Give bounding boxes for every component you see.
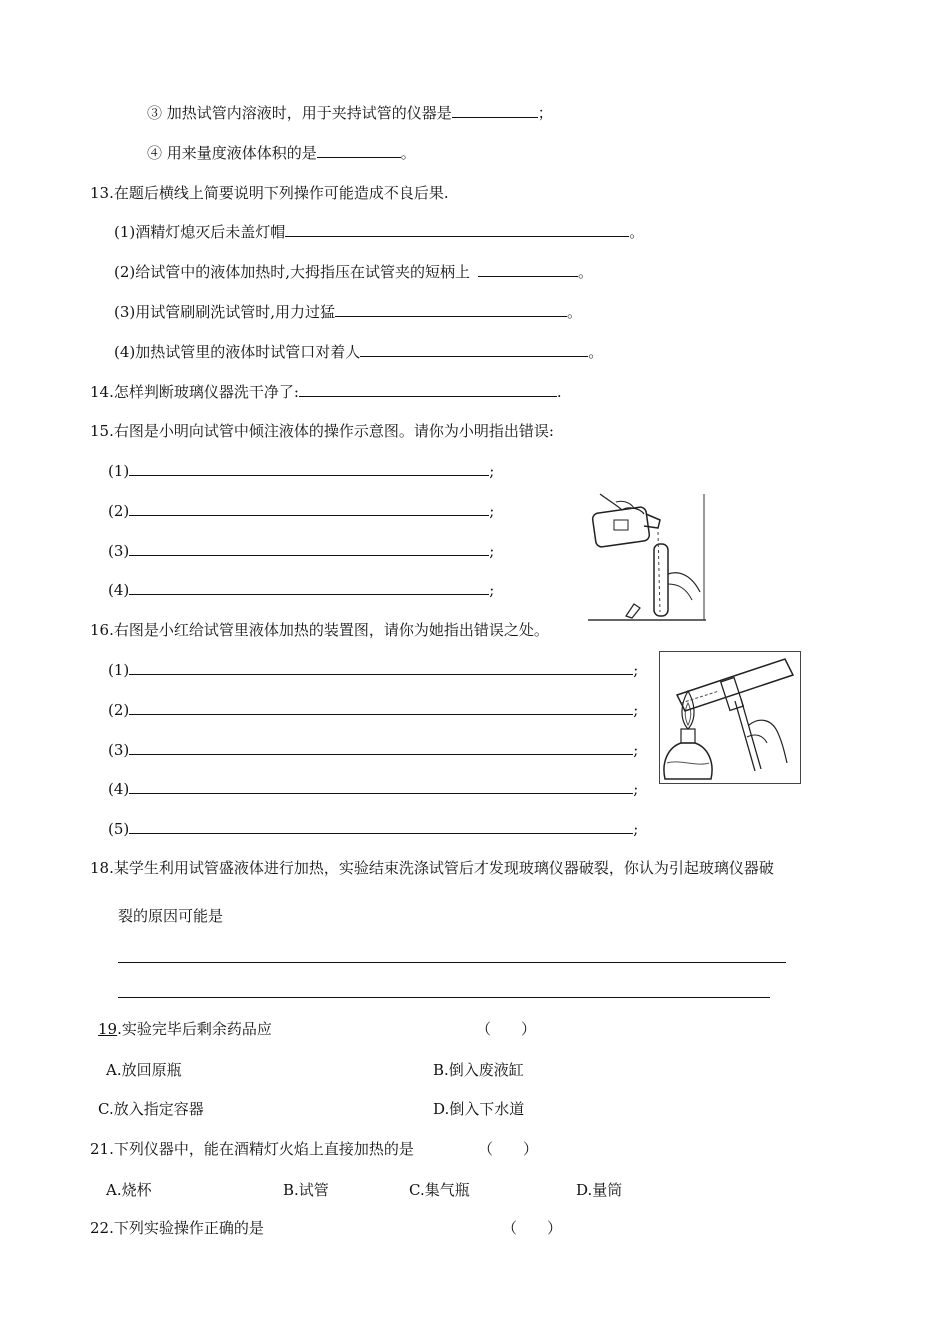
q19-stem: 19.实验完毕后剩余药品应 [98, 1020, 272, 1038]
answer-blank[interactable] [129, 580, 489, 595]
q15-item-3: (3) ; [108, 542, 495, 560]
q21-option-a[interactable]: A.烧杯 [106, 1181, 152, 1199]
answer-blank[interactable] [285, 222, 629, 237]
answer-blank[interactable] [129, 660, 633, 675]
q21-option-c[interactable]: C.集气瓶 [409, 1181, 470, 1199]
q13-stem: 13.在题后横线上简要说明下列操作可能造成不良后果. [90, 184, 449, 202]
q16-item-3: (3) ; [108, 741, 639, 759]
q16-item-5: (5) ; [108, 820, 639, 838]
q19-number: 19 [98, 1020, 118, 1038]
answer-blank[interactable] [129, 740, 633, 755]
q18-line2: 裂的原因可能是 [118, 907, 224, 925]
q21-stem: 21.下列仪器中，能在酒精灯火焰上直接加热的是 [90, 1140, 414, 1158]
answer-blank[interactable] [129, 461, 489, 476]
q19-answer-paren[interactable]: （ ） [476, 1020, 537, 1038]
answer-blank[interactable] [317, 143, 401, 158]
q22-answer-paren[interactable]: （ ） [502, 1219, 563, 1237]
q15-stem: 15.右图是小明向试管中倾注液体的操作示意图。请你为小明指出错误: [90, 422, 554, 440]
answer-blank[interactable] [129, 501, 489, 516]
q19-option-d[interactable]: D.倒入下水道 [433, 1100, 525, 1118]
q19-option-c[interactable]: C.放入指定容器 [98, 1100, 204, 1118]
q21-option-d[interactable]: D.量筒 [576, 1181, 623, 1199]
q13-item-1: (1)酒精灯熄灭后未盖灯帽 。 [114, 223, 645, 241]
q16-item-2: (2) ; [108, 701, 639, 719]
q21-answer-paren[interactable]: （ ） [478, 1140, 539, 1158]
q12-item4: ④ 用来量度液体体积的是 。 [147, 144, 416, 162]
q16-item-1: (1) ; [108, 661, 639, 679]
q18-line1: 18.某学生利用试管盛液体进行加热，实验结束洗涤试管后才发现玻璃仪器破裂，你认为引起玻璃仪器破 [90, 859, 774, 877]
q14: 14.怎样判断玻璃仪器洗干净了: . [90, 383, 562, 401]
answer-line[interactable] [118, 997, 770, 998]
q21-option-b[interactable]: B.试管 [283, 1181, 329, 1199]
answer-blank[interactable] [129, 819, 633, 834]
q15-item-4: (4) ; [108, 581, 495, 599]
answer-blank[interactable] [129, 779, 633, 794]
q12-item3-text: ③ 加热试管内溶液时，用于夹持试管的仪器是 [147, 104, 452, 122]
q12-item4-text: ④ 用来量度液体体积的是 [147, 144, 317, 162]
answer-blank[interactable] [360, 342, 588, 357]
q22-stem: 22.下列实验操作正确的是 [90, 1219, 264, 1237]
q19-option-a[interactable]: A.放回原瓶 [106, 1061, 182, 1079]
answer-blank[interactable] [335, 302, 567, 317]
answer-blank[interactable] [299, 382, 557, 397]
q13-item-3: (3)用试管刷刷洗试管时,用力过猛 。 [114, 303, 583, 321]
answer-blank[interactable] [129, 700, 633, 715]
q13-item-4: (4)加热试管里的液体时试管口对着人 。 [114, 343, 604, 361]
q19-option-b[interactable]: B.倒入废液缸 [433, 1061, 524, 1079]
q16-stem: 16.右图是小红给试管里液体加热的装置图，请你为她指出错误之处。 [90, 621, 549, 639]
q15-item-1: (1) ; [108, 462, 495, 480]
q13-item-2: (2)给试管中的液体加热时,大拇指压在试管夹的短柄上 。 [114, 263, 594, 281]
heating-test-tube-figure [659, 651, 801, 785]
q16-item-4: (4) ; [108, 780, 639, 798]
answer-blank[interactable] [129, 541, 489, 556]
q12-item3: ③ 加热试管内溶液时，用于夹持试管的仪器是 ； [147, 104, 553, 122]
answer-blank[interactable] [452, 103, 538, 118]
pouring-liquid-figure [588, 492, 708, 624]
q15-item-2: (2) ; [108, 502, 495, 520]
answer-line[interactable] [118, 962, 786, 963]
answer-blank[interactable] [478, 262, 578, 277]
